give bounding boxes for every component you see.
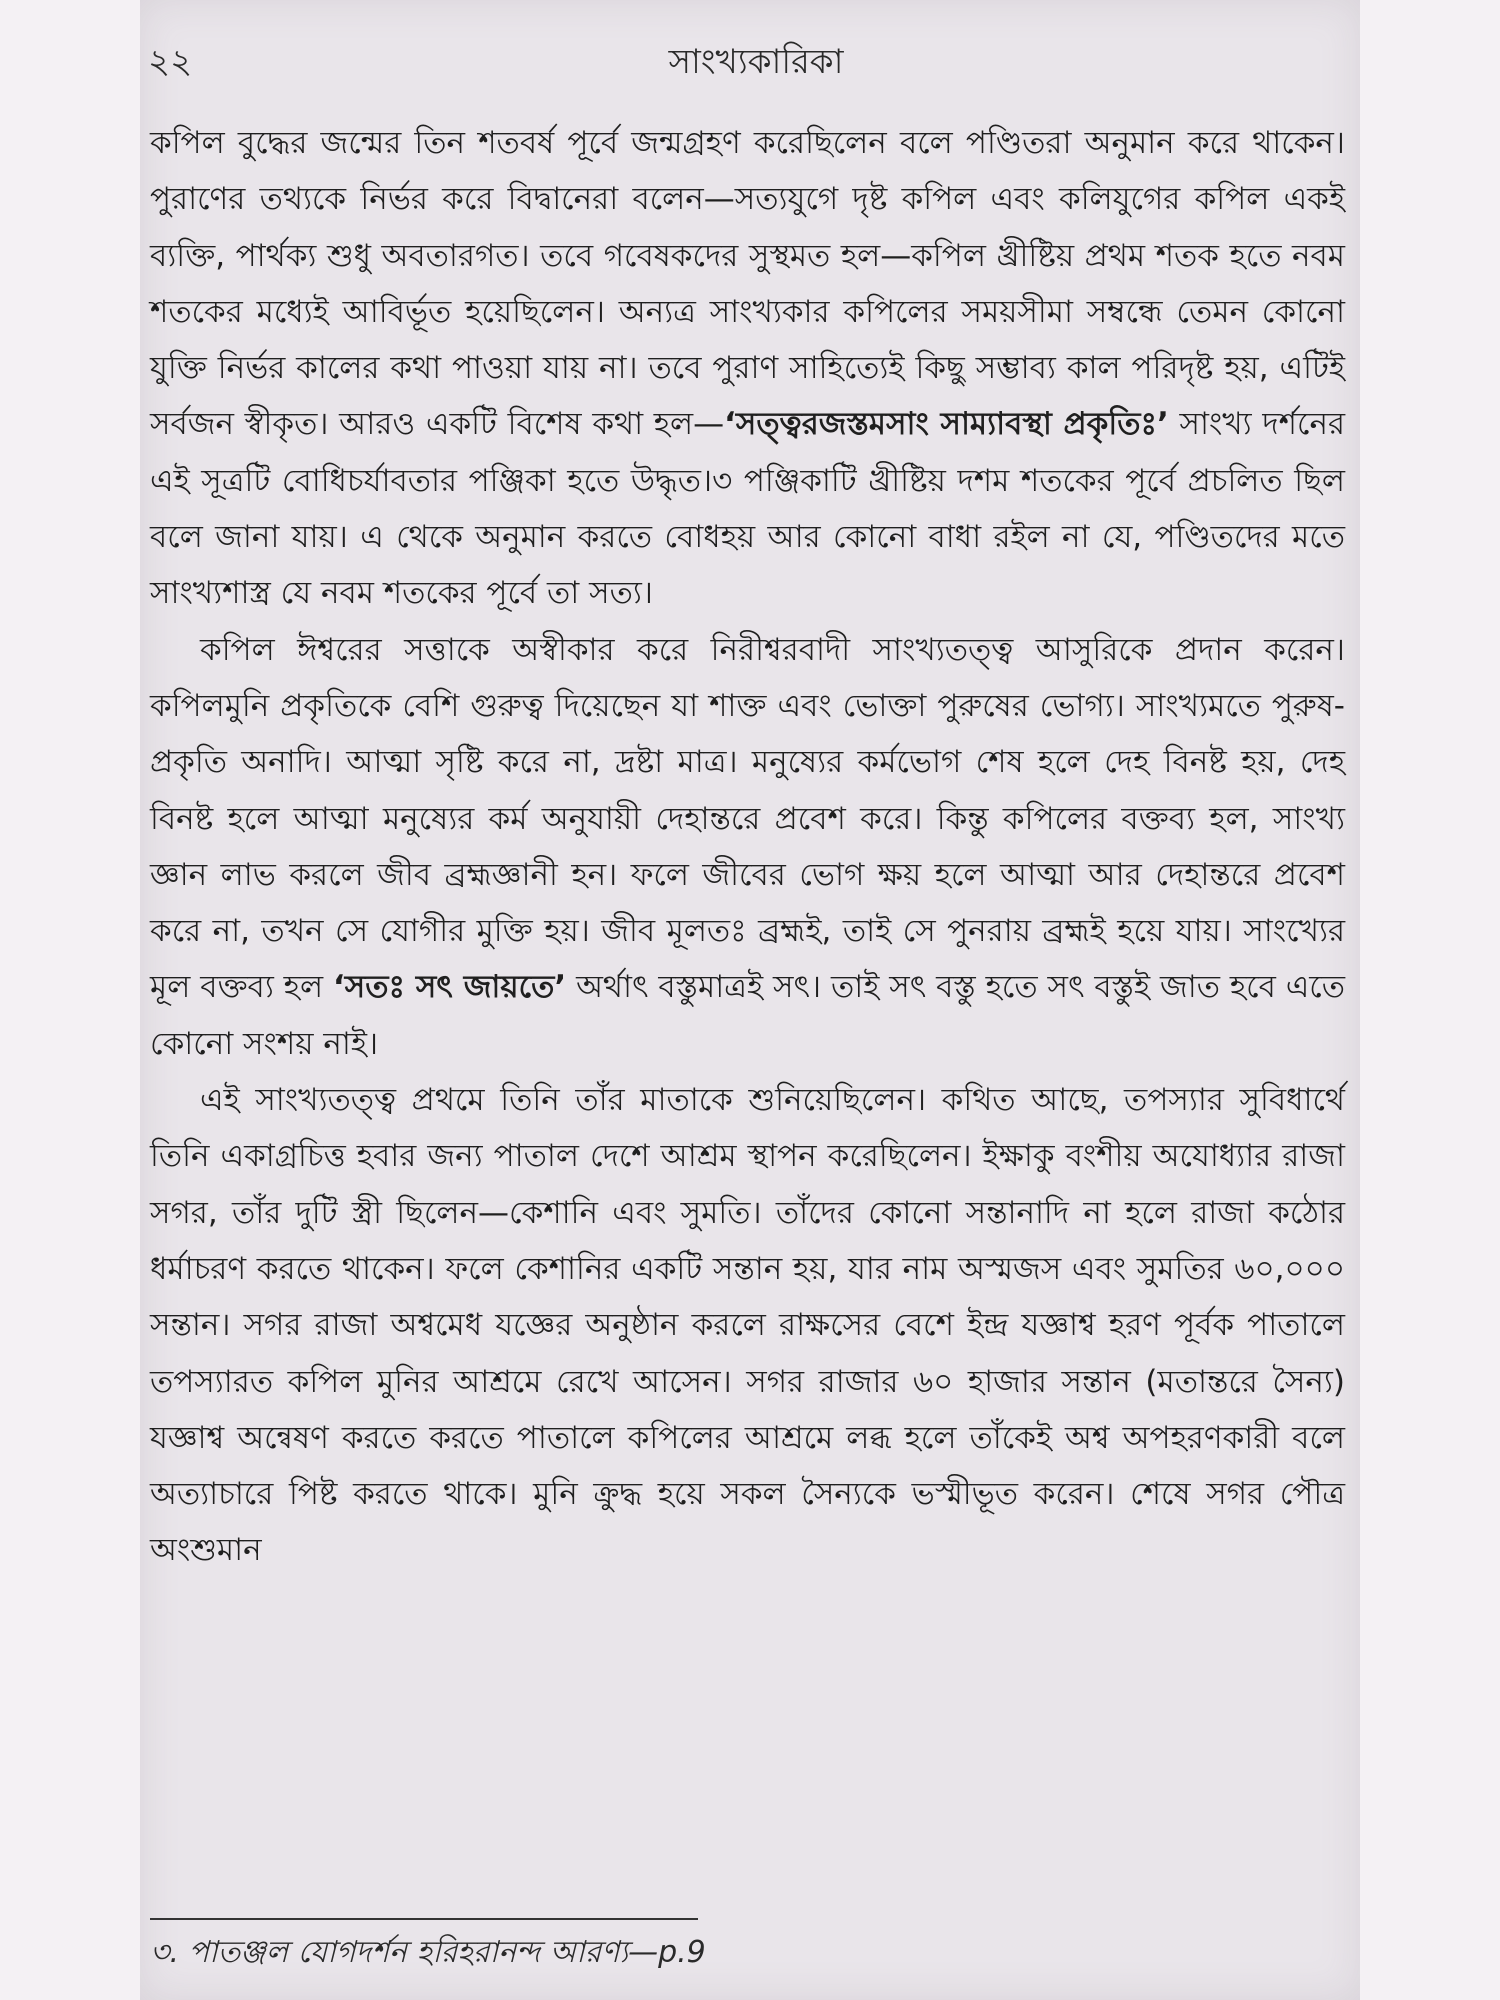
paragraph-1: কপিল বুদ্ধের জন্মের তিন শতবর্ষ পূর্বে জন্মগ্রহণ করেছিলেন বলে পণ্ডিতরা অনুমান করে থাকেন। পুরাণের তথ্যকে নির্ভর করে বিদ্বানেরা বলেন—সত্যযুগে দৃষ্ট কপিল এবং কলিযুগের কপিল একই ব্যক্তি, পার্থক্য শুধু অবতারগত। তবে গবেষকদের সুস্থমত হল—কপিল খ্রীষ্টিয় প্রথম শতক হতে নবম শতকের মধ্যেই আবির্ভূত হয়েছিলেন। অন্যত্র সাংখ্যকার কপিলের সময়সীমা সম্বন্ধে তেমন কোনো যুক্তি নির্ভর কালের কথা পাওয়া যায় না। তবে পুরাণ সাহিত্যেই কিছু সম্ভাব্য কাল পরিদৃষ্ট হয়, এটিই সর্বজন স্বীকৃত। আরও একটি বিশেষ কথা হল—‘সত্ত্বরজস্তমসাং সাম্যাবস্থা প্রকৃতিঃ’ সাংখ্য দর্শনের এই সূত্রটি বোধিচর্যাবতার পঞ্জিকা হতে উদ্ধৃত।৩ পঞ্জিকাটি খ্রীষ্টিয় দশম শতকের পূর্বে প্রচলিত ছিল বলে জানা যায়। এ থেকে অনুমান করতে বোধহয় আর কোনো বাধা রইল না যে, পণ্ডিতদের মতে সাংখ্যশাস্ত্র যে নবম শতকের পূর্বে তা সত্য। (150, 125, 1345, 612)
footnote-divider (150, 1918, 698, 1920)
quoted-sutra: ‘সত্ত্বরজস্তমসাং সাম্যাবস্থা প্রকৃতিঃ’ (724, 406, 1169, 443)
page-header (148, 36, 1364, 96)
paragraph-2: কপিল ঈশ্বরের সত্তাকে অস্বীকার করে নিরীশ্বরবাদী সাংখ্যতত্ত্ব আসুরিকে প্রদান করেন। কপিলমুনি প্রকৃতিকে বেশি গুরুত্ব দিয়েছেন যা শাক্ত এবং ভোক্তা পুরুষের ভোগ্য। সাংখ্যমতে পুরুষ-প্রকৃতি অনাদি। আত্মা সৃষ্টি করে না, দ্রষ্টা মাত্র। মনুষ্যের কর্মভোগ শেষ হলে দেহ বিনষ্ট হয়, দেহ বিনষ্ট হলে আত্মা মনুষ্যের কর্ম অনুযায়ী দেহান্তরে প্রবেশ করে। কিন্তু কপিলের বক্তব্য হল, সাংখ্য জ্ঞান লাভ করলে জীব ব্রহ্মজ্ঞানী হন। ফলে জীবের ভোগ ক্ষয় হলে আত্মা আর দেহান্তরে প্রবেশ করে না, তখন সে যোগীর মুক্তি হয়। জীব মূলতঃ ব্রহ্মই, তাই সে পুনরায় ব্রহ্মই হয়ে যায়। সাংখ্যের মূল বক্তব্য হল ‘সতঃ সৎ জায়তে’ অর্থাৎ বস্তুমাত্রই সৎ। তাই সৎ বস্তু হতে সৎ বস্তুই জাত হবে এতে কোনো সংশয় নাই। (150, 631, 1346, 1062)
paragraph-3: এই সাংখ্যতত্ত্ব প্রথমে তিনি তাঁর মাতাকে শুনিয়েছিলেন। কথিত আছে, তপস্যার সুবিধার্থে তিনি একাগ্রচিত্ত হবার জন্য পাতাল দেশে আশ্রম স্থাপন করেছিলেন। ইক্ষাকু বংশীয় অযোধ্যার রাজা সগর, তাঁর দুটি স্ত্রী ছিলেন—কেশানি এবং সুমতি। তাঁদের কোনো সন্তানাদি না হলে রাজা কঠোর ধর্মাচরণ করতে থাকেন। ফলে কেশানির একটি সন্তান হয়, যার নাম অস্মজস এবং সুমতির ৬০,০০০ সন্তান। সগর রাজা অশ্বমেধ যজ্ঞের অনুষ্ঠান করলে রাক্ষসের বেশে ইন্দ্র যজ্ঞাশ্ব হরণ পূর্বক পাতালে তপস্যারত কপিল মুনির আশ্রমে রেখে আসেন। সগর রাজার ৬০ হাজার সন্তান (মতান্তরে সৈন্য) যজ্ঞাশ্ব অন্বেষণ করতে করতে পাতালে কপিলের আশ্রমে লব্ধ হলে তাঁকেই অশ্ব অপহরণকারী বলে অত্যাচারে পিষ্ট করতে থাকে। মুনি ক্রুদ্ধ হয়ে সকল সৈন্যকে ভস্মীভূত করেন। শেষে সগর পৌত্র অংশুমান (150, 1082, 1345, 1569)
footnote: ৩. পাতঞ্জল যোগদর্শন হরিহরানন্দ আরণ্য—p.9 (150, 1935, 706, 1970)
quoted-sutra: ‘সতঃ সৎ জায়তে’ (332, 969, 567, 1006)
body-text (150, 115, 1345, 1579)
running-title: সাংখ্যকারিকা (668, 42, 844, 82)
page-number: ২২ (148, 42, 193, 82)
